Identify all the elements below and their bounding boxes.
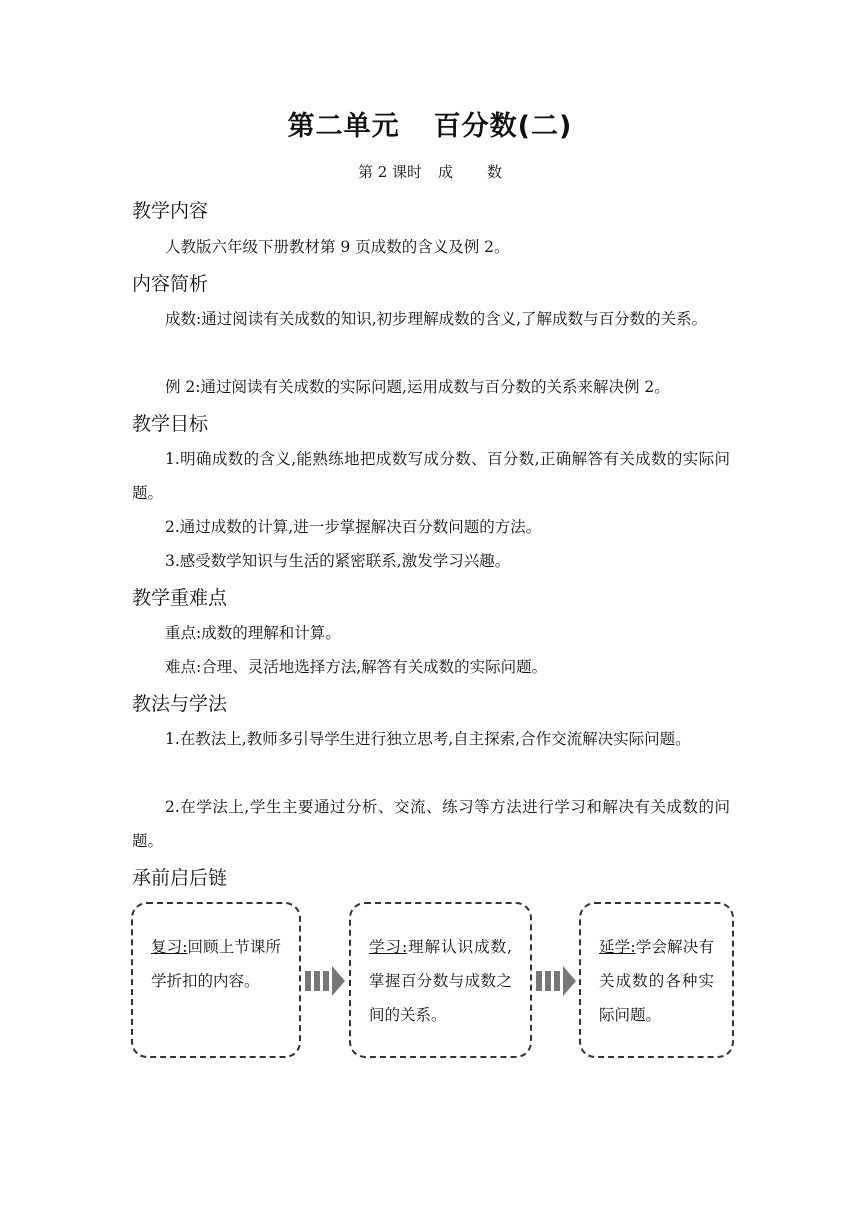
chain-box-learn bbox=[349, 902, 532, 1058]
chain-label-review: 复习: bbox=[151, 938, 188, 956]
page-title bbox=[0, 104, 860, 143]
chain-arrow-icon bbox=[304, 964, 346, 998]
teaching-method: 1.在教法上,教师多引导学生进行独立思考,自主探索,合作交流解决实际问题。 bbox=[165, 730, 691, 748]
section-heading-chain: 承前启后链 bbox=[132, 867, 228, 889]
section-heading-analysis: 内容简析 bbox=[132, 273, 209, 295]
objective-1: 1.明确成数的含义,能熟练地把成数写成分数、百分数,正确解答有关成数的实际问题。 bbox=[132, 450, 730, 502]
lesson-subtitle bbox=[0, 161, 860, 182]
unit-title: 第二单元 bbox=[287, 111, 400, 142]
section-heading-key-points: 教学重难点 bbox=[132, 587, 228, 609]
difficult-point: 难点:合理、灵活地选择方法,解答有关成数的实际问题。 bbox=[165, 658, 548, 676]
section-heading-methods: 教法与学法 bbox=[132, 693, 228, 715]
lesson-topic-1: 成 bbox=[438, 163, 454, 181]
key-point: 重点:成数的理解和计算。 bbox=[165, 624, 341, 642]
chain-text-learn: 理解认识成数,掌握百分数与成数之间的关系。 bbox=[369, 938, 512, 1024]
lesson-topic-2: 数 bbox=[487, 163, 503, 181]
chain-label-learn: 学习: bbox=[369, 938, 408, 956]
learning-method: 2.在学法上,学生主要通过分析、交流、练习等方法进行学习和解决有关成数的问题。 bbox=[132, 798, 730, 850]
chain-label-extend: 延学: bbox=[599, 938, 636, 956]
objective-2: 2.通过成数的计算,进一步掌握解决百分数问题的方法。 bbox=[165, 518, 542, 536]
unit-name: 百分数(二) bbox=[433, 111, 573, 142]
chain-box-review bbox=[131, 902, 301, 1058]
chain-text-extend: 学会解决有关成数的各种实际问题。 bbox=[599, 938, 714, 1024]
lesson-number: 第 2 课时 bbox=[357, 163, 423, 181]
section-heading-objectives: 教学目标 bbox=[132, 413, 209, 435]
section-heading-content: 教学内容 bbox=[132, 200, 209, 222]
analysis-paragraph-2: 例 2:通过阅读有关成数的实际问题,运用成数与百分数的关系来解决例 2。 bbox=[165, 378, 670, 396]
chain-text-review: 回顾上节课所学折扣的内容。 bbox=[151, 938, 281, 990]
chain-arrow-icon bbox=[535, 964, 577, 998]
analysis-paragraph-1: 成数:通过阅读有关成数的知识,初步理解成数的含义,了解成数与百分数的关系。 bbox=[165, 310, 708, 328]
chain-box-extend bbox=[579, 902, 734, 1058]
section-content-paragraph: 人教版六年级下册教材第 9 页成数的含义及例 2。 bbox=[165, 238, 510, 256]
objective-3: 3.感受数学知识与生活的紧密联系,激发学习兴趣。 bbox=[165, 552, 511, 570]
